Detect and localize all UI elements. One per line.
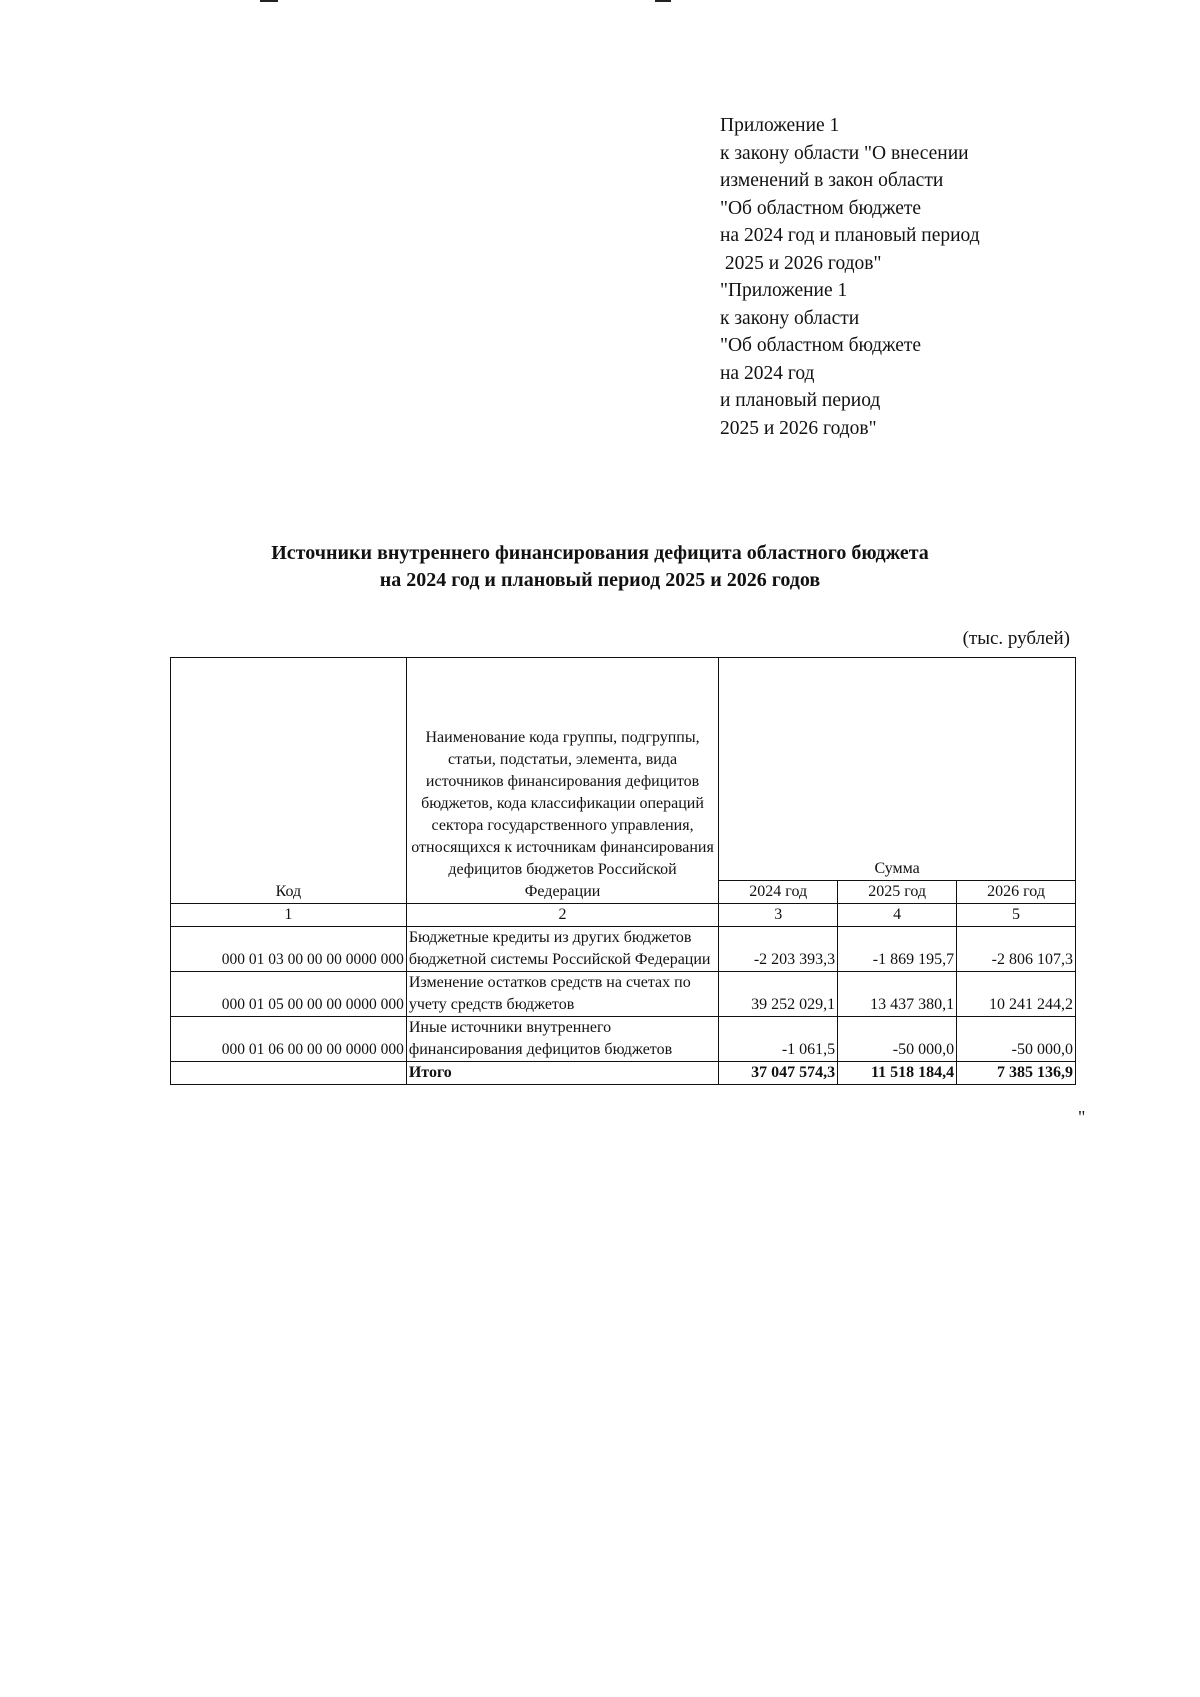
title-line-1: Источники внутреннего финансирования дефицита областного бюджета xyxy=(271,542,929,564)
appendix-line: к закону области xyxy=(720,307,860,329)
scan-mark-left xyxy=(260,0,278,2)
title-line-2: на 2024 год и плановый период 2025 и 2026 годов xyxy=(379,569,821,591)
header-year-2024: 2024 год xyxy=(719,881,838,904)
column-number: 1 xyxy=(171,904,407,927)
column-number: 5 xyxy=(957,904,1076,927)
header-year-2025: 2025 год xyxy=(838,881,957,904)
appendix-line: на 2024 год и плановый период xyxy=(720,225,980,246)
total-code-empty xyxy=(171,1062,407,1085)
table-row xyxy=(171,927,1076,972)
appendix-line: "Приложение 1 xyxy=(720,280,848,301)
table-header-row xyxy=(171,658,1076,881)
table-row xyxy=(171,972,1076,1017)
scan-mark-center xyxy=(655,0,671,2)
total-value-2024: 37 047 574,3 xyxy=(719,1062,838,1085)
document-title xyxy=(150,540,1050,594)
header-sum: Сумма xyxy=(719,658,1076,881)
table-row xyxy=(171,1017,1076,1062)
table-column-numbers-row xyxy=(171,904,1076,927)
header-name: Наименование кода группы, подгруппы, статьи, подстатьи, элемента, вида источников финансирования дефицитов бюджетов, кода классификации операций сектора государственного управления, относящихся к источникам финансирования дефицитов бюджетов Российской Федерации xyxy=(406,658,718,904)
row-name: Бюджетные кредиты из других бюджетов бюджетной системы Российской Федерации xyxy=(406,927,718,972)
appendix-line: изменений в закон области xyxy=(720,170,944,191)
table-total-row xyxy=(171,1062,1076,1085)
column-number: 4 xyxy=(838,904,957,927)
appendix-line: 2025 и 2026 годов" xyxy=(720,252,882,274)
header-year-2026: 2026 год xyxy=(957,881,1076,904)
row-value-2025: -1 869 195,7 xyxy=(838,927,957,972)
row-value-2025: 13 437 380,1 xyxy=(838,972,957,1017)
header-code: Код xyxy=(171,658,407,904)
appendix-line: 2025 и 2026 годов" xyxy=(720,417,877,439)
row-value-2026: -50 000,0 xyxy=(957,1017,1076,1062)
total-label: Итого xyxy=(406,1062,718,1085)
row-value-2025: -50 000,0 xyxy=(838,1017,957,1062)
row-name: Изменение остатков средств на счетах по учету средств бюджетов xyxy=(406,972,718,1017)
appendix-line: к закону области "О внесении xyxy=(720,142,969,164)
appendix-line: Приложение 1 xyxy=(720,115,840,136)
column-number: 3 xyxy=(719,904,838,927)
row-value-2026: -2 806 107,3 xyxy=(957,927,1076,972)
row-code: 000 01 03 00 00 00 0000 000 xyxy=(171,927,407,972)
appendix-line: "Об областном бюджете xyxy=(720,197,922,219)
row-name: Иные источники внутреннего финансирования дефицитов бюджетов xyxy=(406,1017,718,1062)
units-label: (тыс. рублей) xyxy=(962,628,1070,649)
financing-sources-table xyxy=(170,657,1076,1085)
row-value-2024: -2 203 393,3 xyxy=(719,927,838,972)
row-code: 000 01 05 00 00 00 0000 000 xyxy=(171,972,407,1017)
row-code: 000 01 06 00 00 00 0000 000 xyxy=(171,1017,407,1062)
column-number: 2 xyxy=(406,904,718,927)
appendix-line: "Об областном бюджете xyxy=(720,335,922,356)
appendix-header xyxy=(720,112,1160,442)
row-value-2024: -1 061,5 xyxy=(719,1017,838,1062)
total-value-2026: 7 385 136,9 xyxy=(957,1062,1076,1085)
closing-quote: " xyxy=(1078,1107,1086,1127)
total-value-2025: 11 518 184,4 xyxy=(838,1062,957,1085)
row-value-2024: 39 252 029,1 xyxy=(719,972,838,1017)
row-value-2026: 10 241 244,2 xyxy=(957,972,1076,1017)
appendix-line: и плановый период xyxy=(720,390,881,411)
appendix-line: на 2024 год xyxy=(720,362,815,384)
